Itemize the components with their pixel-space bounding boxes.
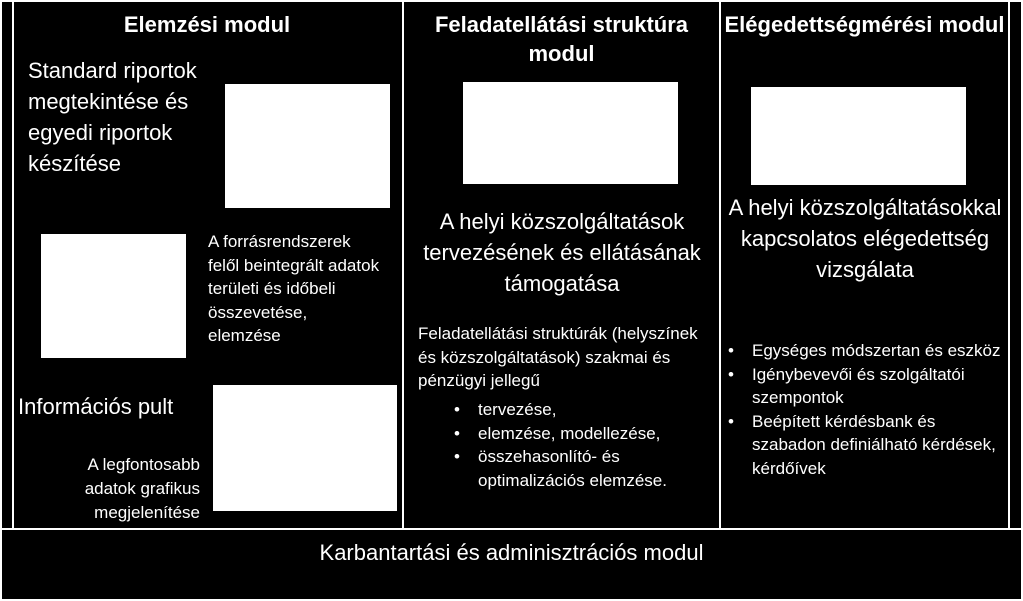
satisfaction-headline: A helyi közszolgáltatásokkal kapcsolatos elégedettség vizsgálata: [728, 195, 1002, 282]
analysis-module-title: Elemzési modul: [123, 12, 291, 37]
satisfaction-bullet-2: • Igénybevevői és szolgáltatói szempontok: [728, 363, 1006, 410]
info-desk-image: [213, 385, 397, 511]
divider-inner-right: [1008, 0, 1010, 530]
structure-module-title: Feladatellátási struktúra modul: [434, 12, 689, 66]
reports-text: Standard riportok megtekintése és egyedi riportok készítése: [28, 58, 197, 176]
divider-horizontal: [0, 528, 1023, 530]
structure-intro: Feladatellátási struktúrák (helyszínek és közszolgáltatások) szakmai és pénzügyi jellegű: [418, 324, 698, 390]
integration-image: [41, 234, 186, 358]
satisfaction-bullet-3: • Beépített kérdésbank és szabadon definiálható kérdések, kérdőívek: [728, 410, 1006, 481]
integration-text: A forrásrendszerek felől beintegrált adatok területi és időbeli összevetése, elemzése: [208, 232, 380, 345]
structure-bullets: [454, 398, 714, 492]
satisfaction-module-title: Elégedettségmérési modul: [724, 12, 1005, 37]
maintenance-module-title: Karbantartási és adminisztrációs modul: [319, 540, 704, 565]
satisfaction-bullet-1: • Egységes módszertan és eszköz: [728, 339, 1006, 363]
satisfaction-bullets: [728, 339, 1006, 480]
reports-image: [225, 84, 390, 208]
satisfaction-image: [751, 87, 966, 185]
info-desk-text: A legfontosabb adatok grafikus megjelenítése: [84, 455, 200, 522]
structure-bullet-2: • elemzése, modellezése,: [454, 422, 714, 446]
structure-bullet-1: • tervezése,: [454, 398, 714, 422]
divider-inner-left: [12, 0, 14, 530]
divider-2: [719, 0, 721, 530]
divider-1: [402, 0, 404, 530]
structure-image: [463, 82, 678, 184]
structure-bullet-3: • összehasonlító- és optimalizációs elemzése.: [454, 445, 714, 492]
structure-headline: A helyi közszolgáltatások tervezésének és ellátásának támogatása: [423, 209, 701, 296]
info-desk-title: Információs pult: [18, 394, 174, 419]
